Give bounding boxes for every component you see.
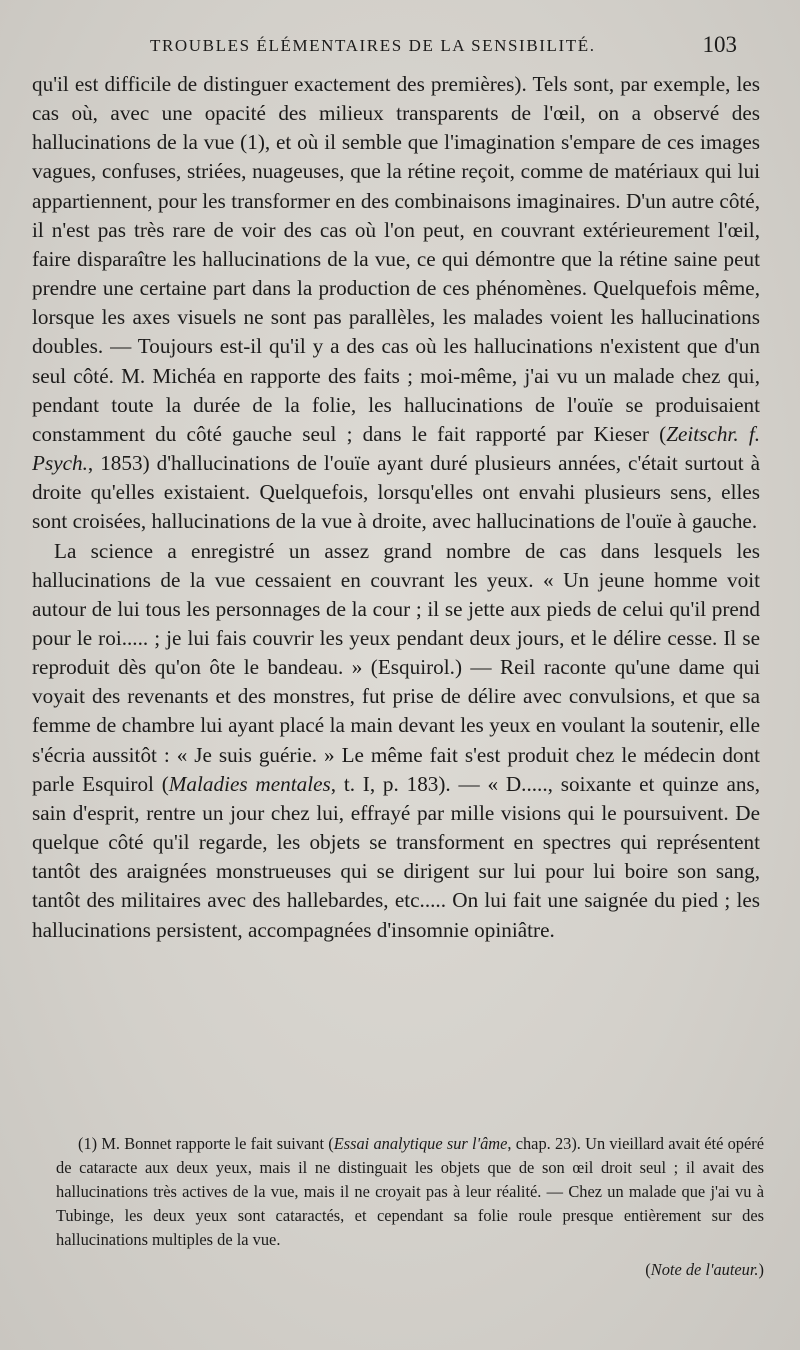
footnote-1-part-2: , chap. 23). Un vieillard avait été opéré de cataracte aux deux yeux, mais il ne distinguait les objets que de son œil droit seul ; il avait des hallucinations très actives de la vue, mais il ne croyait pas à leur réalité. — Chez un malade que j'ai vu à Tubinge, les deux yeux sont cataractés, et cependant sa folie roule presque entièrement sur des hallucinations multiples de la vue. bbox=[56, 1134, 764, 1249]
paragraph-2 bbox=[32, 537, 760, 945]
paragraph-1-part-1: qu'il est difficile de distinguer exactement des premières). Tels sont, par exemple, les cas où, avec une opacité des milieux transparents de l'œil, on a observé des hallucinations de la vue (1), et où il semble que l'imagination s'empare de ces images vagues, confuses, striées, nuageuses, que la rétine reçoit, comme de matériaux qui lui appartiennent, pour les transformer en des combinaisons imaginaires. D'un autre côté, il n'est pas très rare de voir des cas où l'on peut, en couvrant extérieurement l'œil, faire disparaître les hallucinations de la vue, ce qui démontre que la rétine saine peut prendre une certaine part dans la production de ces phénomènes. Quelquefois même, lorsque les axes visuels ne sont pas parallèles, les malades voient les hallucinations doubles. — Toujours est-il qu'il y a des cas où les hallucinations n'existent que d'un seul côté. M. Michéa en rapporte des faits ; moi-même, j'ai vu un malade chez qui, pendant toute la durée de la folie, les hallucinations de l'ouïe se produisaient constamment du côté gauche seul ; dans le fait rapporté par Kieser ( bbox=[32, 72, 760, 446]
paragraph-1-part-2: , 1853) d'hallucinations de l'ouïe ayant duré plusieurs années, c'était surtout à droite qu'elles existaient. Quelquefois, lorsqu'elles ont envahi plusieurs sens, elles sont croisées, hallucinations de la vue à droite, avec hallucinations de l'ouïe à gauche. bbox=[32, 451, 760, 534]
main-text bbox=[32, 70, 760, 945]
attribution-open-paren: ( bbox=[645, 1260, 651, 1279]
paragraph-1 bbox=[32, 70, 760, 537]
footnote-attribution bbox=[56, 1258, 764, 1282]
footnotes bbox=[56, 1132, 764, 1282]
attribution-close-paren: ) bbox=[758, 1260, 764, 1279]
page-number: 103 bbox=[702, 32, 737, 57]
citation-essai-analytique: Essai analytique sur l'âme bbox=[333, 1134, 508, 1153]
attribution-text: Note de l'auteur. bbox=[650, 1260, 759, 1279]
citation-zeitschr: Zeitschr. f. Psych. bbox=[32, 421, 760, 476]
running-title: TROUBLES ÉLÉMENTAIRES DE LA SENSIBILITÉ. bbox=[150, 36, 596, 55]
running-head bbox=[0, 32, 800, 66]
footnote-1-part-1: (1) M. Bonnet rapporte le fait suivant ( bbox=[78, 1134, 334, 1153]
footnote-1 bbox=[56, 1132, 764, 1252]
paragraph-2-part-1: La science a enregistré un assez grand nombre de cas dans lesquels les hallucinations de la vue cessaient en couvrant les yeux. « Un jeune homme voit autour de lui tous les personnages de la cour ; il se jette aux pieds de celui qu'il prend pour le roi..... ; je lui fais couvrir les yeux pendant deux jours, et le délire cesse. Il se reproduit dès qu'on ôte le bandeau. » (Esquirol.) — Reil raconte qu'une dame qui voyait des revenants et des monstres, fut prise de délire avec convulsions, et que sa femme de chambre lui ayant placé la main devant les yeux en voulant la soutenir, elle s'écria aussitôt : « Je suis guérie. » Le même fait s'est produit chez le médecin dont parle Esquirol ( bbox=[32, 538, 760, 796]
paragraph-2-part-2: , t. I, p. 183). — « D....., soixante et quinze ans, sain d'esprit, rentre un jour chez lui, effrayé par mille visions qui le poursuivent. De quelque côté qu'il regarde, les objets se transforment en spectres qui représentent tantôt des araignées monstrueuses qui se dirigent sur lui pour lui boire son sang, tantôt des militaires avec des hallebardes, etc..... On lui fait une saignée du pied ; les hallucinations persistent, accompagnées d'insomnie opiniâtre. bbox=[32, 771, 760, 942]
citation-maladies-mentales: Maladies mentales bbox=[168, 771, 331, 796]
